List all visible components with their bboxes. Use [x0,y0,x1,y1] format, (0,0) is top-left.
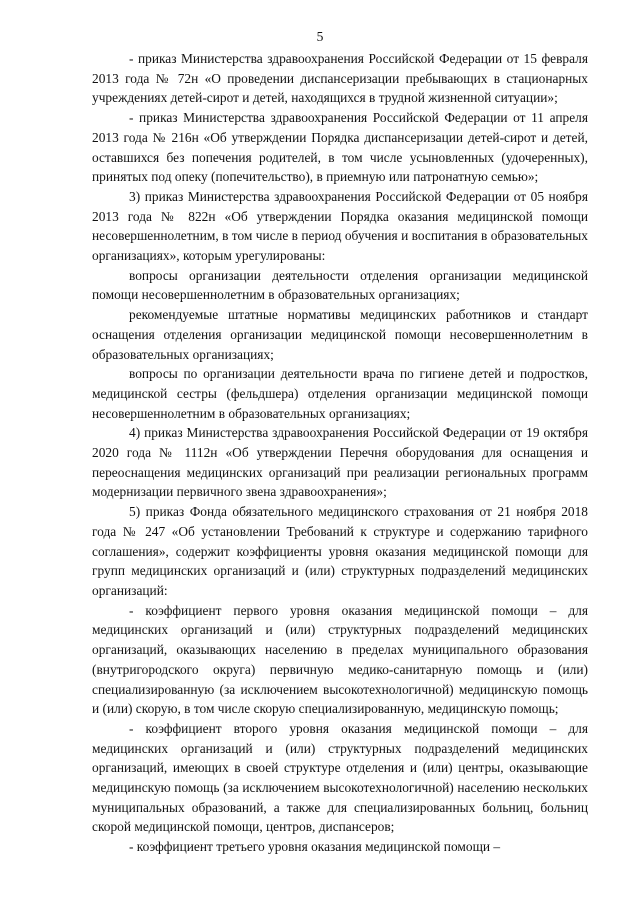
paragraph-order-72n: - приказ Министерства здравоохранения Российской Федерации от 15 февраля 2013 года № 72н «О проведении диспансеризации пребывающих в стационарных учреждениях детей-сирот и детей, находящихся в трудной жизненной ситуации»; [92,51,588,106]
paragraph-second-level-coefficient: - коэффициент второго уровня оказания медицинской помощи – для медицинских организаций и (или) структурных подразделений медицинских организаций, имеющих в своей структуре отделения и (или) центры, оказывающие медицинскую помощь (за исключением высокотехнологичной) населению нескольких муниципальных образований, а также для специализированных больниц, больниц скорой медицинской помощи, центров, диспансеров; [92,720,588,835]
paragraph-order-216n: - приказ Министерства здравоохранения Российской Федерации от 11 апреля 2013 года № 216н «Об утверждении Порядка диспансеризации детей-сирот и детей, оставшихся без попечения родителей, в том числе усыновленных (удочеренных), принятых под опеку (попечительство), в приемную или патронатную семью»; [92,110,588,185]
paragraph-order-247: 5) приказ Фонда обязательного медицинского страхования от 21 ноября 2018 года № 247 «Об установлении Требований к структуре и содержанию тарифного соглашения», содержит коэффициенты уровня оказания медицинской помощи для групп медицинских организаций и (или) структурных подразделений медицинских организаций: [92,504,588,598]
page-number: 5 [316,29,324,44]
document-body [92,49,588,857]
paragraph-third-level-coefficient: - коэффициент третьего уровня оказания медицинской помощи – [129,839,501,855]
paragraph-first-level-coefficient: - коэффициент первого уровня оказания медицинской помощи – для медицинских организаций и (или) структурных подразделений медицинских организаций, оказывающих населению в пределах муниципального образования (внутригородского округа) первичную медико-санитарную помощь и (или) специализированную (за исключением высокотехнологичной) медицинскую помощь и (или) скорую, в том числе скорую специализированную, медицинскую помощь; [92,602,588,717]
paragraph-hygiene-doctor: вопросы по организации деятельности врача по гигиене детей и подростков, медицинской сестры (фельдшера) отделения организации медицинской помощи несовершеннолетним в образовательных организациях; [92,366,588,421]
paragraph-order-1112n: 4) приказ Министерства здравоохранения Российской Федерации от 19 октября 2020 года № 1112н «Об утверждении Перечня оборудования для оснащения и переоснащения медицинских организаций при реализации региональных программ модернизации первичного звена здравоохранения»; [92,425,588,500]
paragraph-organization-questions: вопросы организации деятельности отделения организации медицинской помощи несовершеннолетним в образовательных организациях; [92,267,588,303]
paragraph-staff-norms: рекомендуемые штатные нормативы медицинских работников и стандарт оснащения отделения организации медицинской помощи несовершеннолетним в образовательных организациях; [92,307,588,362]
paragraph-order-822n: 3) приказ Министерства здравоохранения Российской Федерации от 05 ноября 2013 года № 822н «Об утверждении Порядка оказания медицинской помощи несовершеннолетним, в том числе в период обучения и воспитания в образовательных организациях», которым урегулированы: [92,188,588,264]
